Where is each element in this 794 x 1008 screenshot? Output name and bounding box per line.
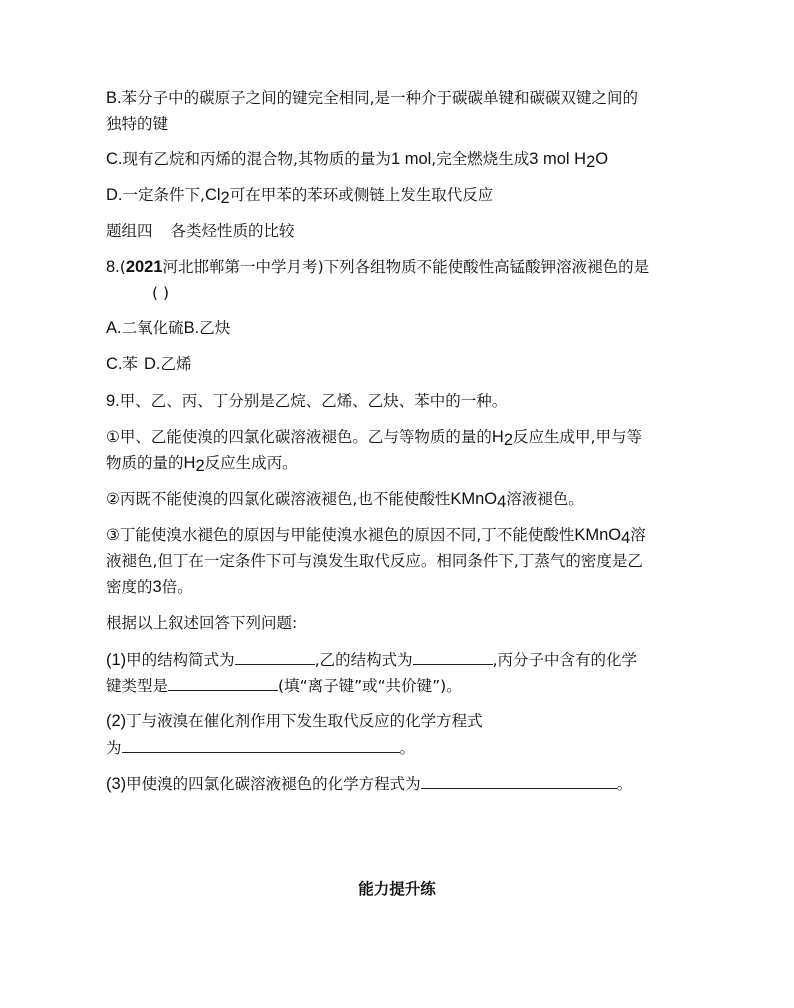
q8-option-a-letter: A. — [106, 319, 122, 337]
option-c-text-b: ,完全燃烧生成 — [431, 150, 530, 168]
option-d-text-a: 一定条件下, — [122, 186, 205, 204]
q9-part1-line2 — [106, 675, 462, 696]
q8-number: 8. — [106, 258, 120, 276]
q9-clue3-line3 — [106, 577, 193, 597]
option-c-amount2: 3 mol H — [529, 150, 587, 168]
q9-clue1-h2-sub: 2 — [195, 457, 205, 475]
q9-part3-b: 。 — [616, 775, 633, 793]
q9-part1-c: ,丙分子中含有的化学 — [492, 651, 638, 669]
option-c-line — [106, 149, 608, 169]
q9-part1-a: 甲的结构简式为 — [126, 651, 235, 669]
q8-option-b: 乙炔 — [199, 319, 231, 337]
q9-part2-a: 丁与液溴在催化剂作用下发生取代反应的化学方程式 — [126, 712, 483, 730]
option-c-text-a: 现有乙烷和丙烯的混合物,其物质的量为 — [122, 150, 391, 168]
answer-blank-jia-structure[interactable] — [235, 649, 315, 665]
q9-part2-num: (2) — [106, 712, 127, 730]
q9-clue3-line2 — [106, 551, 643, 571]
option-c-tail: O — [595, 150, 609, 168]
q9-clue1-line2 — [106, 453, 298, 473]
q9-part3-line — [106, 773, 632, 794]
q9-part1-d: 键类型是 — [106, 677, 169, 695]
q8-source-open: ( — [119, 258, 126, 276]
q8-options-ab — [106, 318, 230, 338]
q9-clue2-line — [106, 489, 584, 509]
q9-part3-num: (3) — [106, 775, 127, 793]
q8-option-d: 乙烯 — [160, 355, 192, 373]
q9-clue3-c: 液褪色,但丁在一定条件下可与溴发生取代反应。相同条件下,丁蒸气的密度是乙 — [106, 552, 643, 570]
q8-option-c: 苯 — [122, 355, 139, 373]
q8-source-close: ) — [317, 258, 324, 276]
q9-clue3-b: 溶 — [630, 526, 646, 544]
q9-part1-e: (填“离子键”或“共价键”)。 — [278, 677, 462, 695]
answer-blank-yi-structure[interactable] — [413, 649, 493, 665]
group-heading-title: 各类烃性质的比较 — [170, 222, 295, 240]
section-title: 能力提升练 — [358, 880, 436, 898]
group-heading — [106, 221, 295, 241]
q9-clue1-d: 反应生成丙。 — [204, 454, 298, 472]
option-d-cl-sub: 2 — [220, 189, 230, 207]
group-heading-label: 题组四 — [106, 222, 153, 240]
q9-clue1-h: H — [491, 428, 504, 446]
q8-option-a: 二氧化硫 — [121, 319, 184, 337]
q9-part2-line2 — [106, 737, 415, 758]
q9-prompt: 根据以上叙述回答下列问题: — [106, 614, 298, 632]
option-c-letter: C. — [106, 150, 123, 168]
q9-part2-c: 。 — [399, 739, 416, 757]
q9-clue1-line1 — [106, 427, 642, 447]
q8-answer-paren[interactable]: ( ) — [152, 284, 170, 302]
q9-prompt-line — [106, 613, 297, 633]
q8-option-b-letter: B. — [183, 319, 200, 337]
q9-clue3-num: 3 — [152, 578, 162, 596]
q9-clue1-c: 物质的量的 — [106, 454, 184, 472]
q9-part1-b: ,乙的结构式为 — [314, 651, 413, 669]
answer-blank-addition-equation[interactable] — [421, 773, 617, 789]
answer-blank-bond-type[interactable] — [168, 675, 278, 691]
option-d-cl: Cl — [204, 186, 221, 204]
option-b-line2 — [106, 114, 168, 134]
q9-part1-line1 — [106, 649, 637, 670]
q9-clue3-d: 密度的 — [106, 578, 153, 596]
option-c-sub: 2 — [586, 153, 596, 171]
q8-stem: 下列各组物质不能使酸性高锰酸钾溶液褪色的是 — [323, 258, 650, 276]
q9-clue2-sub: 4 — [497, 493, 507, 511]
option-d-text-b: 可在甲苯的苯环或侧链上发生取代反应 — [229, 186, 494, 204]
q9-clue1-h2: H — [183, 454, 196, 472]
q9-clue3-kmno: KMnO — [574, 526, 622, 544]
q8-options-cd — [106, 354, 192, 374]
option-b-text: 苯分子中的碳原子之间的键完全相同,是一种介于碳碳单键和碳碳双键之间的 — [121, 89, 639, 107]
q9-part1-num: (1) — [106, 651, 127, 669]
option-d-letter: D. — [106, 186, 123, 204]
q8-option-d-letter: D. — [144, 355, 161, 373]
option-d-line — [106, 185, 493, 205]
q9-number: 9. — [106, 392, 120, 410]
option-c-amount1: 1 mol — [390, 150, 432, 168]
q9-intro: 甲、乙、丙、丁分别是乙烷、乙烯、乙炔、苯中的一种。 — [119, 392, 508, 410]
option-b-text-cont: 独特的键 — [106, 115, 169, 133]
q9-clue2-kmno: KMnO — [450, 490, 498, 508]
q9-clue3-a: ③丁能使溴水褪色的原因与甲能使溴水褪色的原因不同,丁不能使酸性 — [106, 526, 575, 544]
answer-blank-substitution-equation[interactable] — [122, 737, 400, 753]
q9-clue2-a: ②丙既不能使溴的四氯化碳溶液褪色,也不能使酸性 — [106, 490, 451, 508]
q8-option-c-letter: C. — [106, 355, 123, 373]
q9-clue1-a: ①甲、乙能使溴的四氯化碳溶液褪色。乙与等物质的量的 — [106, 428, 492, 446]
option-b-line1 — [106, 88, 638, 108]
q9-clue2-b: 溶液褪色。 — [506, 490, 584, 508]
q9-clue3-line1 — [106, 525, 646, 545]
q8-stem-line — [106, 257, 649, 277]
q9-clue1-h-sub: 2 — [503, 431, 514, 449]
q9-part3-a: 甲使溴的四氯化碳溶液褪色的化学方程式为 — [126, 775, 421, 793]
q9-part2-b: 为 — [106, 739, 122, 757]
q9-clue3-sub: 4 — [621, 529, 631, 547]
q8-answer-line — [106, 283, 169, 303]
q8-year: 2021 — [125, 258, 163, 276]
q8-source-text: 河北邯郸第一中学月考 — [162, 258, 318, 276]
q9-clue1-b: 反应生成甲,甲与等 — [513, 428, 642, 446]
q9-part2-line1 — [106, 711, 483, 731]
q9-intro-line — [106, 391, 507, 411]
option-b-letter: B. — [106, 89, 122, 107]
q9-clue3-e: 倍。 — [161, 578, 193, 596]
